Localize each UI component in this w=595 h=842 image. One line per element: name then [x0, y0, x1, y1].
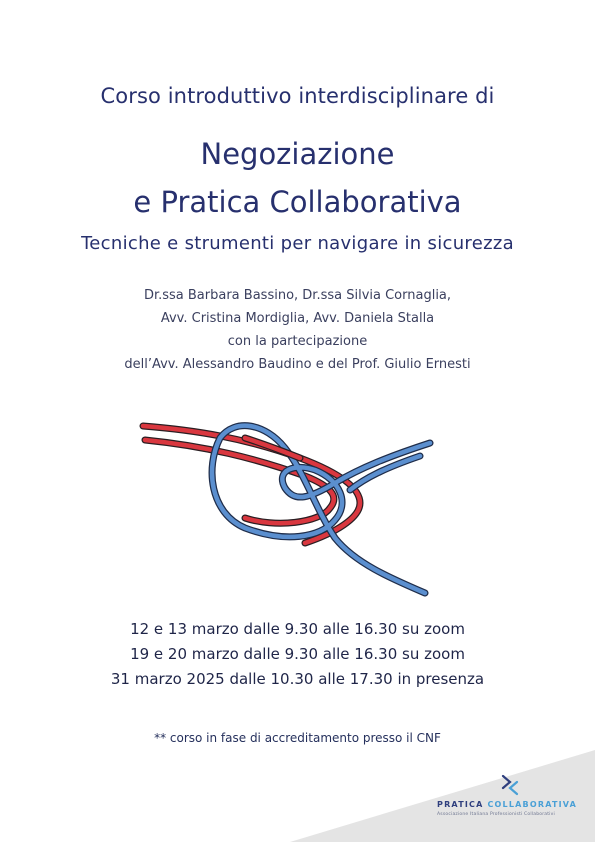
logo-wordmark: [437, 800, 587, 809]
date-line-3: 31 marzo 2025 dalle 10.30 alle 17.30 in presenza: [110, 670, 485, 688]
course-subtitle: Tecniche e strumenti per navigare in sicurezza: [81, 233, 514, 254]
date-line-1: 12 e 13 marzo dalle 9.30 alle 16.30 su zoom: [130, 620, 465, 638]
course-title-line1: Negoziazione: [200, 137, 395, 171]
course-intro: Corso introduttivo interdisciplinare di: [100, 84, 495, 108]
speakers-line-4: dell’Avv. Alessandro Baudino e del Prof. Giulio Ernesti: [124, 357, 471, 372]
logo-wordmark-part2: COLLABORATIVA: [487, 800, 578, 809]
rope-knot-illustration: [135, 408, 435, 598]
corner-decoration: [290, 750, 595, 842]
date-line-2: 19 e 20 marzo dalle 9.30 alle 16.30 su zoom: [130, 645, 465, 663]
logo-tagline: Associazione Italiana Professionisti Collaborativi: [437, 812, 555, 817]
accreditation-note: ** corso in fase di accreditamento presso il CNF: [154, 731, 441, 745]
pratica-collaborativa-logo-icon: [500, 773, 520, 797]
speakers-line-1: Dr.ssa Barbara Bassino, Dr.ssa Silvia Cornaglia,: [143, 288, 452, 303]
speakers-line-2: Avv. Cristina Mordiglia, Avv. Daniela Stalla: [160, 311, 435, 326]
course-title-line2: e Pratica Collaborativa: [133, 185, 462, 219]
speakers-line-3: con la partecipazione: [227, 334, 368, 349]
logo-wordmark-part1: PRATICA: [437, 800, 488, 809]
